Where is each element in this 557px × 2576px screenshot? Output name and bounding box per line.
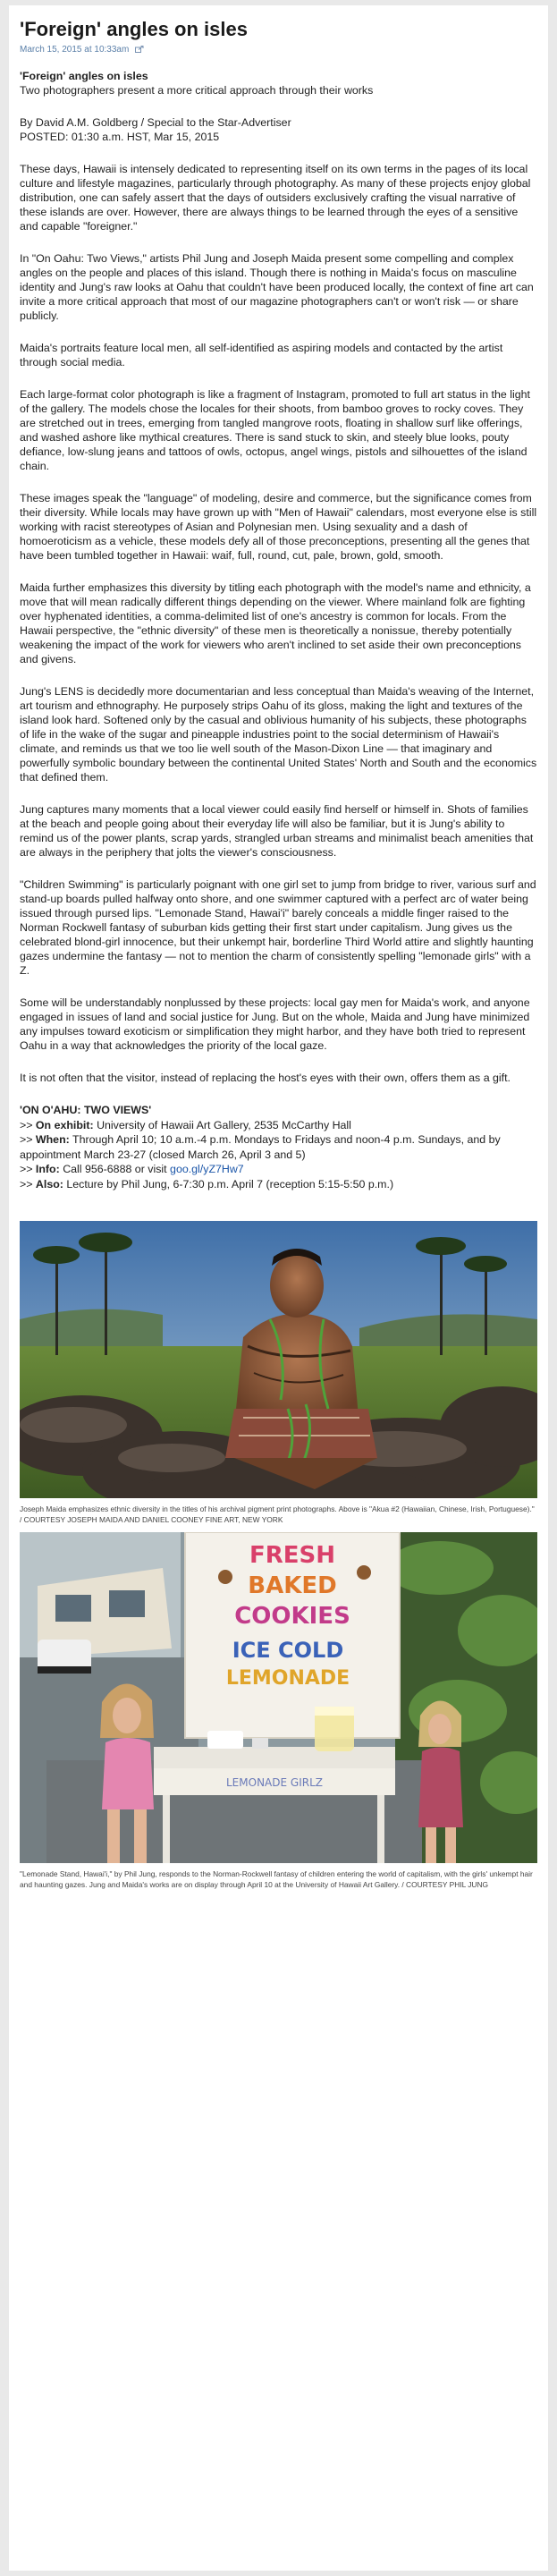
info-prefix: >> xyxy=(20,1177,36,1191)
article-paragraph: Maida further emphasizes this diversity by titling each photograph with the model's name and ethnicity, a move that will mean radically different things depending on the viewer. Where mainland folk are fighting over hyphenated identities, a comma-delimited list of one's ancestry is common for locals. From the Hawaii perspective, the "ethnic diversity" of these men is theoretically a nonissue, thereby potentially weakening the impact of the work for viewers who aren't inclined to set aside their own preconceptions and givens. xyxy=(20,581,531,665)
exhibit-info-when xyxy=(20,1132,537,1162)
article-posted: POSTED: 01:30 a.m. HST, Mar 15, 2015 xyxy=(20,131,220,143)
table-sign-text: LEMONADE GIRLZ xyxy=(226,1776,323,1789)
article-deck: Two photographers present a more critical approach through their works xyxy=(20,84,374,97)
exhibit-info xyxy=(20,1103,537,1191)
exhibit-text: University of Hawaii Art Gallery, 2535 McCarthy Hall xyxy=(93,1118,351,1131)
article-paragraph: Each large-format color photograph is like a fragment of Instagram, promoted to full art status in the light of the gallery. The models chose the locales for their shoots, from bamboo groves to rocky coves. They are stretched out in trees, emerging from tangled mangrove roots, floating in shallow surf like offerings, and washed ashore like mythical creatures. There is sand stuck to skin, and steely blue looks, pouty defiance, low-slung jeans and tattoos of owls, octopus, angel wings, pistols and silhouettes of the island chain. xyxy=(20,388,530,472)
exhibit-label: On exhibit: xyxy=(35,1118,94,1131)
article-byline-block xyxy=(20,115,537,144)
portrait-image xyxy=(20,1221,537,1498)
page-title: 'Foreign' angles on isles xyxy=(20,18,248,40)
article-header-block xyxy=(20,69,537,97)
article-date-line xyxy=(20,44,537,56)
info-prefix: >> xyxy=(20,1163,36,1175)
when-label: When: xyxy=(35,1133,70,1146)
info-text: Call 956-6888 or visit xyxy=(59,1163,171,1175)
photo-lemonade-stand[interactable] xyxy=(20,1532,537,1863)
article-subhead-title: 'Foreign' angles on isles xyxy=(20,70,148,82)
article-paragraph: "Children Swimming" is particularly poignant with one girl set to jump from bridge to river, various surf and stand-up boards pulled halfway onto shore, and one swimmer captured with a perfect arc of water being issued through pursed lips. "Lemonade Stand, Hawai'i" barely conceals a middle finger raised to the Norman Rockwell fantasy of suburban kids getting their first start under capitalism. Jung gives us the celebrated blond-girl innocence, but their unkempt hair, borderline Third World attire and slightly haunting gazes undermine the fantasy — not to mention the charm of consistently spelling "lemonade girls" with a Z. xyxy=(20,878,536,977)
exhibit-info-contact xyxy=(20,1162,537,1177)
info-prefix: >> xyxy=(20,1133,36,1146)
exhibit-info-location xyxy=(20,1118,537,1133)
also-label: Also: xyxy=(35,1177,63,1191)
lemonade-stand-image xyxy=(20,1532,537,1863)
article-paragraph: These days, Hawaii is intensely dedicated to representing itself on its own terms in the pages of its local culture and lifestyle magazines, particularly through photography. As many of these projects enjoy global distribution, one can safely assert that the days of outsiders exclusively crafting the visual narrative of these islands are over. However, there are always things to be learned through the eyes of a sensitive and capable "foreigner." xyxy=(20,163,531,233)
article-body xyxy=(20,69,537,1191)
article-page xyxy=(9,5,548,2571)
info-prefix: >> xyxy=(20,1118,36,1131)
article-paragraph: Some will be understandably nonplussed by these projects: local gay men for Maida's work, and anyone engaged in issues of land and social justice for Jung. But on the whole, Maida and Jung have minimized any impulses toward exoticism or simplification they might harbor, and they have both tried to represent Oahu in a way that acknowledges the priority of the local gaze. xyxy=(20,996,530,1052)
sign-line-5: LEMONADE xyxy=(225,1667,350,1690)
article-paragraph: It is not often that the visitor, instead of replacing the host's eyes with their own, offers them as a gift. xyxy=(20,1072,511,1084)
when-text: Through April 10; 10 a.m.-4 p.m. Mondays to Fridays and noon-4 p.m. Sundays, and by appointment March 23-27 (closed March 26, April 3 and 5) xyxy=(20,1133,501,1161)
exhibit-info-also xyxy=(20,1177,537,1192)
sign-line-1: FRESH xyxy=(249,1542,336,1569)
also-text: Lecture by Phil Jung, 6-7:30 p.m. April 7 (reception 5:15-5:50 p.m.) xyxy=(63,1177,394,1191)
article-paragraph: These images speak the "language" of modeling, desire and commerce, but the significance comes from their diversity. While locals may have grown up with "Men of Hawaii" calendars, most everyone else is still working with racist stereotypes of Asian and Polynesian men. Using sexuality and a dash of homoeroticism as a vehicle, these models defy all of those preconceptions, presenting all the genes that have been tumbled together in Hawaii: waif, full, round, cut, pale, brown, gold, smooth. xyxy=(20,492,537,562)
sign-line-3: COOKIES xyxy=(234,1603,350,1630)
info-label: Info: xyxy=(35,1163,60,1175)
exhibit-info-heading: 'ON O'AHU: TWO VIEWS' xyxy=(20,1104,152,1116)
photo-maida-caption: Joseph Maida emphasizes ethnic diversity in the titles of his archival pigment print photographs. Above is "Akua #2 (Hawaiian, Chinese, Irish, Portuguese)." / COURTESY JOSEPH MAIDA AND DANIEL COONEY FINE ART, NEW YORK xyxy=(20,1504,535,1524)
sign-line-4: ICE COLD xyxy=(232,1638,344,1663)
article-paragraph: Jung's LENS is decidedly more documentarian and less conceptual than Maida's weaving of the Internet, art tourism and ethnography. He purposely strips Oahu of its gloss, making the light and textures of the island look hard. Softened only by the casual and oblivious humanity of his subjects, these photographs of life in the wake of the sugar and pineapple industries point to the social determinism of Hawaii's climate, and reminds us that we too lie well south of the Mason-Dixon Line — that imaginary and powerfully symbolic boundary between the continental United States' North and South and the economics that defined them. xyxy=(20,685,537,784)
article-byline: By David A.M. Goldberg / Special to the Star-Advertiser xyxy=(20,116,291,129)
info-link[interactable]: goo.gl/yZ7Hw7 xyxy=(170,1163,244,1175)
article-paragraph: Jung captures many moments that a local viewer could easily find herself or himself in. Shots of families at the beach and people going about their everyday life will also be familiar, but it is Jung's ability to remind us of the power plants, scrap yards, strangled urban streams and minimalist beach amenities that are always in the periphery that jolts the viewer's consciousness. xyxy=(20,803,534,859)
photo-maida-portrait[interactable] xyxy=(20,1221,537,1498)
article-date: March 15, 2015 at 10:33am xyxy=(20,45,130,55)
sign-line-2: BAKED xyxy=(248,1572,337,1599)
article-paragraph: In "On Oahu: Two Views," artists Phil Jung and Joseph Maida present some compelling and complex angles on the people and places of this island. Though there is nothing in Maida's focus on masculine identity and Jung's raw looks at Oahu that couldn't have been produced locally, the context of fine art can invite a more critical approach that most of our magazine photographers can't or won't risk — or share publicly. xyxy=(20,252,534,322)
article-paragraph: Maida's portraits feature local men, all self-identified as aspiring models and contacted by the artist through social media. xyxy=(20,342,503,369)
photo-lemonade-caption: "Lemonade Stand, Hawai'i," by Phil Jung, responds to the Norman-Rockwell fantasy of children entering the world of capitalism, with the girls' unkempt hair and haunting gazes. Jung and Maida's works are on display through April 10 at the University of Hawaii Art Gallery. / COURTESY PHIL JUNG xyxy=(20,1869,533,1889)
share-icon[interactable] xyxy=(135,46,144,53)
